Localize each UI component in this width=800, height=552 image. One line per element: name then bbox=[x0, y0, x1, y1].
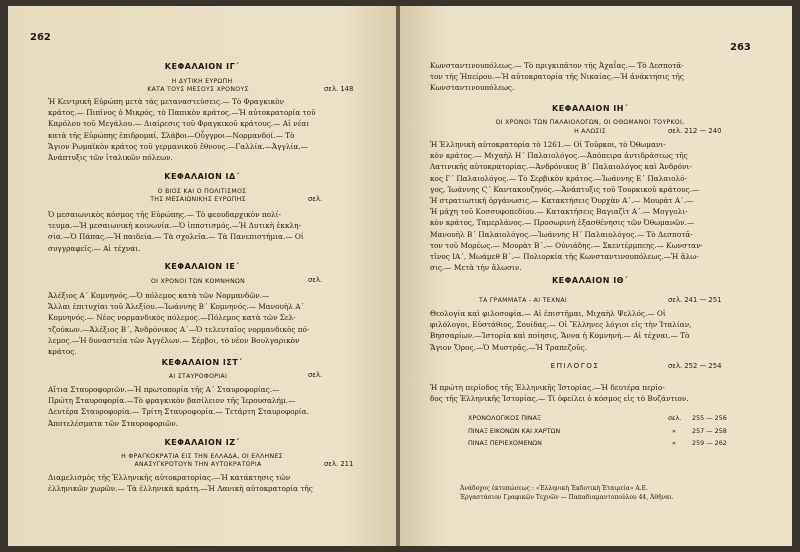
chapter-subtitle: Η ΑΛΩΣΙΣ bbox=[574, 128, 606, 135]
summary-line: Θεολογία καὶ φιλοσοφία.— Αἱ ἐπιστῆμαι, Μιχαὴλ Ψελλός.— Οἱ bbox=[430, 309, 666, 318]
summary-line: Λατινικῆς αὐτοκρατορίας.—Ἀνδρόνικος Β΄ Παλαιολόγος καὶ Ἀνδρόνι- bbox=[430, 162, 692, 172]
summary-line: Ἡ πρώτη περίοδος τῆς Ἑλληνικῆς Ἱστορίας.—Ἡ δευτέρα περίο- bbox=[430, 383, 665, 392]
chapter-summary bbox=[48, 472, 364, 494]
summary-line: Ἡ στρατιωτικὴ ὀργάνωσις.— Κατακτήσεις Ὀυρχὰν Α΄.— Μουρὰτ Α΄.— bbox=[430, 196, 694, 206]
chapter-subtitle: ΚΑΤΑ ΤΟΥΣ ΜΕΣΟΥΣ ΧΡΟΝΟΥΣ bbox=[147, 86, 249, 93]
left-page bbox=[8, 6, 396, 546]
page-range: σελ. 241 — 251 bbox=[668, 296, 722, 304]
chapter-subtitle: Ο ΒΙΟΣ ΚΑΙ Ο ΠΟΛΙΤΙΣΜΟΣ bbox=[157, 188, 247, 195]
summary-line: κος Γ΄ Παλαιολόγος.— Τὸ Σερβικὸν κράτος.—Ἰωάννης Ε΄ Παλαιολό- bbox=[430, 173, 687, 183]
summary-line: Κωνσταντινουπόλεως. bbox=[430, 83, 515, 93]
chapter-subtitle: Η ΔΥΤΙΚΗ ΕΥΡΩΠΗ bbox=[171, 78, 233, 85]
summary-line: Μανουὴλ Β΄ Παλαιολόγος.—Ἰωάννης Η΄ Παλαιολόγος.— Τὸ Δεσποτᾶ- bbox=[430, 229, 693, 239]
chapter-summary bbox=[430, 139, 746, 273]
toc-entry-ditto: » bbox=[672, 439, 676, 447]
summary-line: Ἀποτελέσματα τῶν Σταυροφοριῶν. bbox=[48, 418, 178, 428]
chapter-subtitle: Η ΦΡΑΓΚΟΚΡΑΤΙΑ ΕΙΣ ΤΗΝ ΕΛΛΑΔΑ, ΟΙ ΕΛΛΗΝΕΣ bbox=[121, 453, 283, 460]
chapter-summary bbox=[48, 96, 364, 163]
summary-line: δος τῆς Ἑλληνικῆς Ἱστορίας.— Τί ὀφείλει ὁ κόσμος εἰς τὸ Βυζάντιον. bbox=[430, 394, 689, 404]
summary-line: λεμος.—Ἡ δυναστεία τῶν Ἀγγέλων.— Σέρβοι, τὸ νέον Βουλγαρικὸν bbox=[48, 335, 300, 345]
toc-entry-ditto: σελ. bbox=[668, 414, 682, 422]
chapter-subtitle: ΟΙ ΧΡΟΝΟΙ ΤΩΝ ΚΟΜΝΗΝΩΝ bbox=[150, 278, 246, 285]
summary-line: Ὁ μεσαιωνικὸς κόσμος τῆς Εὐρώπης.— Τὸ φεουδαρχικὸν πολί- bbox=[48, 210, 282, 219]
summary-line: Δευτέρα Σταυροφορία.— Τρίτη Σταυροφορία.— Τετάρτη Σταυροφορία. bbox=[48, 407, 309, 417]
continued-text bbox=[430, 60, 746, 94]
summary-line: τευμα.—Ἡ μεσαιωνικὴ κοινωνία.—Ὁ ἱπποτισμός.—Ἡ Δυτικὴ ἐκκλη- bbox=[48, 221, 301, 231]
chapter-heading: ΚΕΦΑΛΑΙΟΝ ΙΘ΄ bbox=[551, 276, 629, 285]
toc-entry-pages: 255 — 256 bbox=[692, 414, 727, 422]
summary-line: συγγραφεῖς.— Αἱ τέχναι. bbox=[48, 243, 141, 253]
summary-line: Ἄλλαι ἐπιτυχίαι τοῦ Ἀλεξίου.—Ἰωάννης Β΄ Κομνηνός.— Μανουὴλ Α΄ bbox=[48, 302, 305, 312]
chapter-subtitle: ΑΝΑΣΥΓΚΡΟΤΟΥΝ ΤΗΝ ΑΥΤΟΚΡΑΤΟΡΙΑ bbox=[134, 461, 262, 468]
page-range: σελ. 211 bbox=[324, 460, 354, 468]
summary-line: Ἡ Ἑλληνικὴ αὐτοκρατορία τὸ 1261.— Οἱ Τοῦρκοι, τὸ Ὀθωμανι- bbox=[430, 140, 666, 149]
toc-entry-label: ΧΡΟΝΟΛΟΓΙΚΟΣ ΠΙΝΑΞ bbox=[468, 414, 542, 422]
chapter-summary bbox=[48, 384, 364, 429]
chapter-summary bbox=[430, 308, 746, 353]
page-range: σελ. 148 bbox=[324, 85, 354, 93]
summary-line: φιλόλογοι, Εὐστάθιος, Σουίδας.— Οἱ Ἕλληνες λόγιοι εἰς τὴν Ἰταλίαν, bbox=[430, 320, 692, 330]
toc-entry-ditto: » bbox=[672, 427, 676, 435]
summary-line: Πρώτη Σταυροφορία.—Τὸ φραγκικὸν βασίλειον τῆς Ἱερουσαλήμ.— bbox=[48, 396, 296, 406]
summary-line: Κωνσταντινουπόλεως.— Τὸ πριγκιπᾶτον τῆς Ἀχαΐας.— Τὸ Δεσποτᾶ- bbox=[430, 61, 684, 70]
summary-line: Ἡ μάχη τοῦ Κοσσυφοπεδίου.— Κατακτήσεις Βαγιαζὶτ Α΄.— Μογγολι- bbox=[430, 207, 688, 217]
epilogue-heading: ΕΠΙΛΟΓΟΣ bbox=[550, 361, 600, 370]
summary-line: κὸν κράτος, Ταμερλάνος.— Προσωρινὴ ἐξασθένησις τῶν Ὀθωμανῶν.— bbox=[430, 218, 695, 228]
summary-line: τζούκων.—Ἀλέξιος Β΄, Ἀνδρόνικος Α΄—Ὁ τελευταῖος νορμανδικὸς πό- bbox=[48, 324, 310, 334]
page-range: σελ. bbox=[308, 195, 323, 203]
toc-entry-label: ΠΙΝΑΞ ΕΙΚΟΝΩΝ ΚΑΙ ΧΑΡΤΩΝ bbox=[468, 427, 561, 435]
summary-line: κατὰ τῆς Εὐρώπης ἐπιδρομαί, Σλάβοι—Οὖγγροι—Νορμανδοί.— Τὸ bbox=[48, 130, 295, 140]
chapter-heading: ΚΕΦΑΛΑΙΟΝ ΙΣΤ΄ bbox=[161, 358, 243, 367]
summary-line: Κομνηνός.— Νέος νορμανδικὸς πόλεμος.—Πόλεμος κατὰ τῶν Σελ- bbox=[48, 313, 296, 323]
summary-line: τῖνος ΙΑ΄, Μωάμεθ Β΄.— Πολιορκία τῆς Κωνσταντινουπόλεως.—Ἡ ἅλω- bbox=[430, 252, 699, 262]
summary-line: σις.— Μετὰ τὴν ἅλωσιν. bbox=[430, 263, 522, 273]
chapter-heading: ΚΕΦΑΛΑΙΟΝ ΙΔ΄ bbox=[164, 172, 240, 181]
summary-line: σία.—Ὁ Πάπας.—Ἡ παιδεία.— Τὰ σχολεῖα.— Τὰ Πανεπιστήμια.— Οἱ bbox=[48, 232, 304, 242]
chapter-heading: ΚΕΦΑΛΑΙΟΝ ΙΖ΄ bbox=[164, 438, 240, 447]
page-number: 263 bbox=[730, 42, 751, 53]
chapter-subtitle: ΑΙ ΣΤΑΥΡΟΦΟΡΙΑΙ bbox=[168, 373, 228, 380]
summary-line: κὸν κράτος.— Μιχαὴλ Η΄ Παλαιολόγος.—Ἀπόπειρα ἀντιδράσεως τῆς bbox=[430, 151, 688, 161]
toc-entry-pages: 257 — 258 bbox=[692, 427, 727, 435]
page-range: σελ. 252 — 254 bbox=[668, 362, 722, 370]
page-range: σελ. 212 — 240 bbox=[668, 127, 722, 135]
summary-line: Διαμελισμὸς τῆς Ἑλληνικῆς αὐτοκρατορίας.—Ἡ κατάκτησις τῶν bbox=[48, 473, 291, 482]
summary-line: τον τῆς Ἠπείρου.—Ἡ αὐτοκρατορία τῆς Νικαίας.—Ἡ ἀνάκτησις τῆς bbox=[430, 72, 685, 82]
page-range: σελ. bbox=[308, 371, 323, 379]
chapter-subtitle: ΤΗΣ ΜΕΣΑΙΩΝΙΚΗΣ ΕΥΡΩΠΗΣ bbox=[150, 196, 246, 203]
summary-line: Αἴτια Σταυροφοριῶν.—Ἡ πρωτοπορία τῆς Α΄ Σταυροφορίας.— bbox=[48, 385, 280, 394]
toc-entry-label: ΠΙΝΑΞ ΠΕΡΙΕΧΟΜΕΝΩΝ bbox=[468, 439, 542, 447]
right-page bbox=[400, 6, 792, 546]
chapter-subtitle: ΟΙ ΧΡΟΝΟΙ ΤΩΝ ΠΑΛΑΙΟΛΟΓΩΝ, ΟΙ ΟΘΩΜΑΝΟΙ ΤΟΥΡΚΟΙ, bbox=[495, 119, 685, 126]
chapter-summary bbox=[48, 290, 364, 357]
summary-line: Ἡ Κεντρικὴ Εὐρώπη μετὰ τὰς μεταναστεύσεις.— Τὸ Φραγκικὸν bbox=[48, 97, 285, 106]
summary-line: Ἀνάπτυξις τῶν ἰταλικῶν πόλεων. bbox=[48, 153, 173, 163]
epilogue-summary bbox=[430, 382, 746, 404]
summary-line: Ἅγιον Ρωμαϊκὸν κράτος τοῦ γερμανικοῦ ἔθνους.—Γαλλία.—Ἀγγλία.— bbox=[48, 141, 308, 151]
summary-line: Καρόλου τοῦ Μεγάλου.— Διαίρεσις τοῦ Φραγκικοῦ κράτους.— Αἱ νέαι bbox=[48, 119, 310, 129]
summary-line: ἑλληνικῶν χωρῶν.— Τὰ ἑλληνικὰ κράτη.—Ἡ Λανικὴ αὐτοκρατορία τῆς bbox=[48, 484, 313, 494]
summary-line: Ἀλέξιος Α΄ Κομνηνός.—Ὁ πόλεμος κατὰ τῶν Νορμανδῶν.— bbox=[48, 291, 270, 300]
chapter-heading: ΚΕΦΑΛΑΙΟΝ ΙΗ΄ bbox=[552, 104, 628, 113]
page-range: σελ. bbox=[308, 276, 323, 284]
printer-note: Ἐργαστάσιον Γραφικῶν Τεχνῶν — Παπαδιαμαντοπούλου 44, Ἀθῆναι. bbox=[460, 494, 674, 501]
printer-note: Ἀνάδοχος ἐκτυπώσεως : «Ἑλληνικὴ Ἐκδοτικὴ Ἑταιρεία» Α.Ε. bbox=[460, 485, 648, 492]
chapter-heading: ΚΕΦΑΛΑΙΟΝ ΙΓ΄ bbox=[164, 62, 240, 71]
summary-line: Βησσαρίων.—Ἱστορία καὶ ποίησις, Ἄννα ἡ Κομνηνή.— Αἱ τέχναι.— Τὸ bbox=[430, 331, 690, 341]
summary-line: Ἅγιον Ὄρος.—Ὁ Μυστρᾶς.—Ἡ Τραπεζοῦς. bbox=[430, 342, 588, 352]
summary-line: κράτος.— Πιπῖνος ὁ Μικρός, τὸ Παπικὸν κράτος.—Ἡ αὐτοκρατορία τοῦ bbox=[48, 108, 316, 118]
summary-line: γος, Ἰωάννης Ϛ΄ Καντακουζηνός.—Ἀνάπτυξις τοῦ Τουρκικοῦ κράτους.— bbox=[430, 184, 700, 194]
chapter-summary bbox=[48, 209, 364, 254]
page-number: 262 bbox=[30, 32, 51, 43]
summary-line: κράτος. bbox=[48, 347, 77, 357]
chapter-subtitle: ΤΑ ΓΡΑΜΜΑΤΑ - ΑΙ ΤΕΧΝΑΙ bbox=[478, 297, 568, 304]
toc-entry-pages: 259 — 262 bbox=[692, 439, 727, 447]
summary-line: τον τοῦ Μορέως.— Μουρὰτ Β΄.— Οὐνιάδης.— Σκεντέρμπεης.— Κωνσταν- bbox=[430, 240, 703, 250]
chapter-heading: ΚΕΦΑΛΑΙΟΝ ΙΕ΄ bbox=[164, 262, 240, 271]
